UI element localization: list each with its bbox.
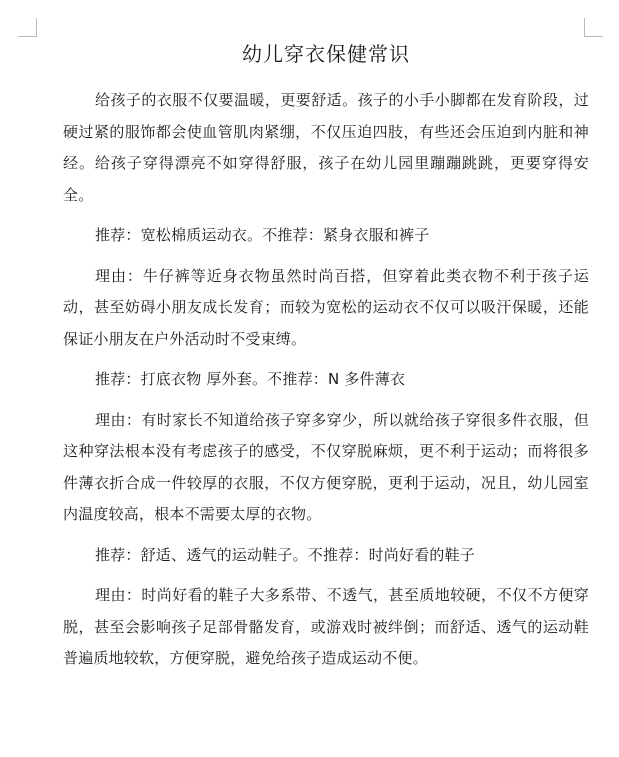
paragraph-recommend-2: 推荐：打底衣物 厚外套。不推荐：N 多件薄衣	[95, 370, 406, 388]
document-title: 幼儿穿衣保健常识	[242, 42, 410, 66]
paragraph-reason-3: 理由：时尚好看的鞋子大多系带、不透气，甚至质地较硬，不仅不方便穿脱，甚至会影响孩子足部骨骼发育，或游戏时被绊倒；而舒适、透气的运动鞋普遍质地较软，方便穿脱，避免给孩子造成运动不便。	[63, 586, 589, 667]
paragraph-reason-2: 理由：有时家长不知道给孩子穿多穿少，所以就给孩子穿很多件衣服，但这种穿法根本没有考虑孩子的感受，不仅穿脱麻烦，更不利于运动；而将很多件薄衣折合成一件较厚的衣服，不仅方便穿脱，更利于运动，况且，幼儿园室内温度较高，根本不需要太厚的衣物。	[63, 410, 589, 523]
paragraph-recommend-3: 推荐：舒适、透气的运动鞋子。不推荐：时尚好看的鞋子	[95, 545, 476, 564]
crop-mark-top-left	[18, 18, 37, 37]
crop-mark-top-right	[584, 18, 603, 37]
paragraph-intro: 给孩子的衣服不仅要温暖，更要舒适。孩子的小手小脚都在发育阶段，过硬过紧的服饰都会使血管肌肉紧绷，不仅压迫四肢，有些还会压迫到内脏和神经。给孩子穿得漂亮不如穿得舒服，孩子在幼儿园里蹦蹦跳跳，更要穿得安全。	[63, 91, 589, 204]
document-page	[63, 38, 589, 684]
paragraph-recommend-1: 推荐：宽松棉质运动衣。不推荐：紧身衣服和裤子	[95, 226, 430, 244]
paragraph-reason-1: 理由：牛仔裤等近身衣物虽然时尚百搭，但穿着此类衣物不利于孩子运动，甚至妨碍小朋友成长发育；而较为宽松的运动衣不仅可以吸汗保暖，还能保证小朋友在户外活动时不受束缚。	[63, 266, 589, 348]
